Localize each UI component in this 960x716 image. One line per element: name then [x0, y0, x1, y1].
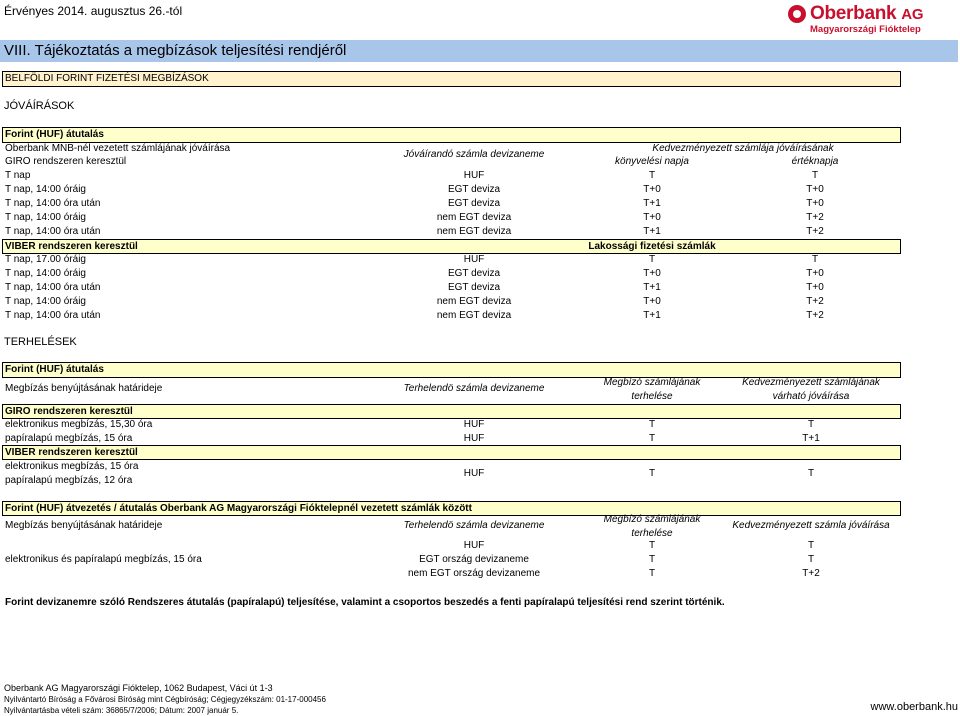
row-deadline: T nap, 14:00 óra után	[5, 310, 101, 321]
debits-viber-row1: elektronikus megbízás, 15 óra	[5, 461, 139, 472]
row-value: T	[811, 170, 819, 181]
row-deadline: T nap, 14:00 óráig	[5, 268, 86, 279]
section-title: BELFÖLDI FORINT FIZETÉSI MEGBÍZÁSOK	[5, 73, 209, 84]
debits-col-beneficiary: Kedvezményezett számlájának	[742, 377, 880, 388]
row-currency: EGT ország devizaneme	[419, 554, 529, 565]
row-currency: EGT deviza	[447, 282, 501, 293]
transfer-col-currency: Terhelendö számla devizaneme	[403, 520, 545, 531]
row-deadline: elektronikus megbízás, 15,30 óra	[5, 419, 153, 430]
debits-viber-beneficiary: T	[807, 468, 815, 479]
row-currency: HUF	[463, 433, 485, 444]
row-currency: EGT deviza	[447, 198, 501, 209]
row-deadline: papíralapú megbízás, 15 óra	[5, 433, 133, 444]
credits-retail-label: Lakossági fizetési számlák	[588, 241, 716, 252]
row-deadline: T nap, 14:00 óráig	[5, 212, 86, 223]
debits-col-payer: Megbízó számlájának	[603, 377, 701, 388]
debits-giro-label: GIRO rendszeren keresztül	[5, 406, 133, 417]
footer-registry: Nyilvántartó Bíróság a Fővárosi Bíróság mint Cégbíróság; Cégjegyzékszám: 01-17-000456	[4, 695, 326, 704]
row-currency: HUF	[463, 254, 485, 265]
row-booking: T+0	[643, 212, 661, 223]
debits-col-payer2: terhelése	[631, 391, 673, 402]
validity-date: Érvényes 2014. augusztus 26.-tól	[4, 4, 183, 18]
row-deadline: T nap, 14:00 óráig	[5, 296, 86, 307]
row-booking: T+0	[643, 268, 661, 279]
row-value: T+0	[806, 198, 824, 209]
credits-heading: JÓVÁÍRÁSOK	[4, 100, 75, 112]
row-booking: T+1	[643, 282, 661, 293]
row-value: T+2	[806, 296, 824, 307]
credits-title-box	[2, 127, 901, 143]
logo-mark-icon	[788, 5, 806, 23]
credits-col-beneficiary: Kedvezményezett számlája jóváírásának	[652, 143, 834, 154]
row-booking: T	[648, 254, 656, 265]
row-deadline: T nap, 14:00 óra után	[5, 198, 101, 209]
debits-giro-bar	[2, 404, 901, 419]
logo-subtitle: Magyarországi Fióktelep	[810, 24, 921, 35]
row-value: T+2	[806, 212, 824, 223]
row-currency: nem EGT deviza	[436, 226, 512, 237]
transfer-col-payer: Megbízó számlájának	[603, 514, 701, 525]
row-payer: T	[648, 433, 656, 444]
row-currency: EGT deviza	[447, 268, 501, 279]
row-deadline: T nap, 14:00 óra után	[5, 226, 101, 237]
row-value: T+2	[806, 226, 824, 237]
row-deadline: T nap, 14:00 óra után	[5, 282, 101, 293]
credits-col-currency: Jóváírandó számla devizaneme	[403, 149, 545, 160]
logo-name: Oberbank	[810, 3, 897, 24]
credits-giro-label: GIRO rendszeren keresztül	[5, 156, 127, 167]
row-value: T+0	[806, 282, 824, 293]
page-title: VIII. Tájékoztatás a megbízások teljesítési rendjéről	[4, 42, 347, 59]
footer-registration: Nyilvántartásba vételi szám: 36865/7/2006; Dátum: 2007 január 5.	[4, 706, 239, 715]
section-header	[2, 71, 901, 87]
transfer-col-payer2: terhelése	[631, 528, 673, 539]
row-deadline: T nap	[5, 170, 31, 181]
row-deadline: T nap, 17.00 óráig	[5, 254, 86, 265]
row-currency: HUF	[463, 419, 485, 430]
debits-col-deadline: Megbízás benyújtásának határideje	[5, 383, 163, 394]
row-booking: T+0	[643, 296, 661, 307]
row-beneficiary: T	[807, 419, 815, 430]
row-beneficiary: T+2	[802, 568, 820, 579]
row-currency: nem EGT deviza	[436, 296, 512, 307]
debits-box-title: Forint (HUF) átutalás	[5, 364, 104, 375]
row-payer: T	[648, 554, 656, 565]
footer-website: www.oberbank.hu	[870, 701, 958, 713]
row-booking: T+1	[643, 310, 661, 321]
row-booking: T+1	[643, 226, 661, 237]
debits-viber-currency: HUF	[463, 468, 485, 479]
row-currency: HUF	[463, 540, 485, 551]
row-currency: nem EGT ország devizaneme	[407, 568, 541, 579]
transfer-box-title: Forint (HUF) átvezetés / átutalás Oberbank AG Magyarországi Fióktelepnél vezetett számlák között	[5, 503, 472, 514]
row-payer: T	[648, 419, 656, 430]
row-currency: nem EGT deviza	[436, 310, 512, 321]
transfer-col-deadline: Megbízás benyújtásának határideje	[5, 520, 163, 531]
row-value: T+2	[806, 310, 824, 321]
row-payer: T	[648, 540, 656, 551]
row-value: T+0	[806, 268, 824, 279]
row-beneficiary: T+1	[802, 433, 820, 444]
debits-viber-payer: T	[648, 468, 656, 479]
row-value: T+0	[806, 184, 824, 195]
credits-viber-label: VIBER rendszeren keresztül	[5, 241, 138, 252]
footer-address: Oberbank AG Magyarországi Fióktelep, 1062 Budapest, Váci út 1-3	[4, 683, 273, 693]
debits-viber-row2: papíralapú megbízás, 12 óra	[5, 475, 133, 486]
row-beneficiary: T	[807, 540, 815, 551]
debits-col-beneficiary2: várható jóváírása	[772, 391, 850, 402]
credits-col-value: értéknapja	[791, 156, 839, 167]
row-currency: HUF	[463, 170, 485, 181]
credits-col-booking: könyvelési napja	[615, 156, 689, 167]
debits-col-currency: Terhelendö számla devizaneme	[403, 383, 545, 394]
debits-viber-label: VIBER rendszeren keresztül	[5, 447, 138, 458]
row-payer: T	[648, 568, 656, 579]
transfer-row-label: elektronikus és papíralapú megbízás, 15 óra	[5, 554, 202, 565]
debits-heading: TERHELÉSEK	[4, 336, 77, 348]
credits-sub-mnb: Oberbank MNB-nél vezetett számlájának jóváírása	[5, 143, 231, 154]
row-currency: nem EGT deviza	[436, 212, 512, 223]
transfer-col-beneficiary: Kedvezményezett számla jóváírása	[732, 520, 890, 531]
row-currency: EGT deviza	[447, 184, 501, 195]
page-title-bar	[0, 40, 958, 62]
row-beneficiary: T	[807, 554, 815, 565]
footnote: Forint devizanemre szóló Rendszeres átutalás (papíralapú) teljesítése, valamint a csoportos beszedés a fenti papíralapú teljesítési rend szerint történik.	[5, 597, 725, 608]
debits-title-box	[2, 362, 901, 378]
row-booking: T+0	[643, 184, 661, 195]
oberbank-logo	[788, 2, 958, 36]
row-booking: T	[648, 170, 656, 181]
row-value: T	[811, 254, 819, 265]
logo-suffix: AG	[901, 6, 924, 23]
row-deadline: T nap, 14:00 óráig	[5, 184, 86, 195]
credits-box-title: Forint (HUF) átutalás	[5, 129, 104, 140]
row-booking: T+1	[643, 198, 661, 209]
